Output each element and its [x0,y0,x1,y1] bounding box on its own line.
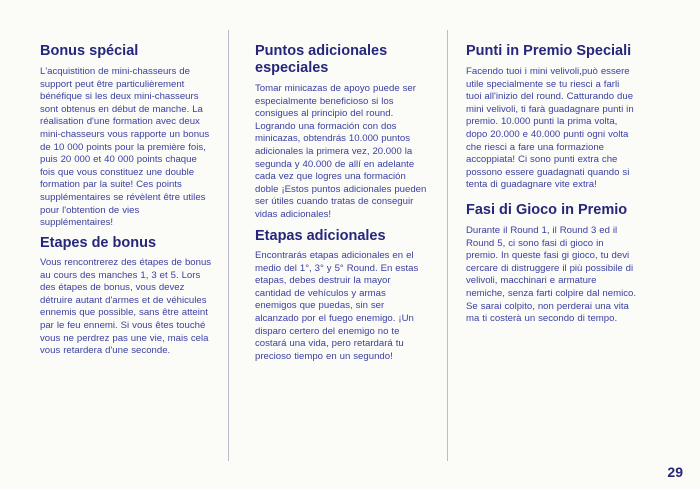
column-french-2 [40,235,226,358]
section-title-etapas-adicionales: Etapas adicionales [255,228,386,244]
column-french [40,43,226,230]
section-body-etapes-de-bonus: Vous rencontrerez des étapes de bonus au cours des manches 1, 3 et 5. Lors des étapes de bonus, vous devez détruire autant d'armes et de véhicules ennemis que possible, sans être atteint par le feu ennemi. Si vous êtes touché vous ne perdrez pas une vie, mais cela vous retardera d'une seconde. [40,257,212,357]
column-italian [466,43,666,192]
column-italian-2 [466,202,666,326]
section-title-puntos-adicionales: Puntos adicionales especiales [255,43,388,76]
column-divider-1 [228,30,229,461]
section-body-bonus-special: L'acquistition de mini-chasseurs de support peut être particulièrement bénéfique si les deux mini-chasseurs sont obtenus en début de manche. La réalisation d'une formation avec deux mini-chasseurs vous rapporte un bonus de 10 000 points pour la première fois, puis 20 000 et 40 000 points chaque fois que vous constituez une double formation par la suite! Ces points supplémentaires se révèlent être utiles pour l'obtention de vies supplémentaires! [40,66,210,229]
column-divider-2 [447,30,448,461]
section-title-punti-in-premio: Punti in Premio Speciali [466,43,632,59]
section-body-puntos-adicionales: Tomar minicazas de apoyo puede ser especialmente beneficioso si los consigues al principio del round. Logrando una formación con dos minicazas, obtendrás 10.000 puntos adicionales la primera vez, 20.000 la segunda y 40.000 de allí en adelante cada vez que logres una formación doble ¡Estos puntos adicionales pueden ser útiles cuando tratas de conseguir vidas adicionales! [255,83,427,220]
page-number: 29 [667,464,683,480]
section-body-punti-in-premio: Facendo tuoi i mini velivoli,può essere utile specialmente se tu riesci a farli tuoi all'inizio del round. Catturando due mini velivoli, ti farà guadagnare punti in premio. 10.000 punti la prima volta, dopo 20.000 e 40.000 punti ogni volta che riesci a fare una formazione accoppiata! Ci sono punti extra che possono essere guadagnati quando si tenta di guadagnare vite extra! [466,66,634,191]
column-spanish [255,43,443,222]
section-body-fasi-di-gioco: Durante il Round 1, il Round 3 ed il Round 5, ci sono fasi di gioco in premio. In queste fasi gi gioco, tu devi cercare di distruggere il più possibile di velivoli, macchinari e armature nemiche, senza farti colpire dal nemico. Se sarai colpito, non perderai una vita ma ti costerà un secondo di tempo. [466,225,637,325]
section-title-etapes-de-bonus: Etapes de bonus [40,235,157,251]
column-spanish-2 [255,228,443,363]
section-title-bonus-special: Bonus spécial [40,43,139,59]
section-body-etapas-adicionales: Encontrarás etapas adicionales en el medio del 1°, 3° y 5° Round. En estas etapas, debes destruir la mayor cantidad de vehículos y armas enemigos que puedas, sin ser alcanzado por el fuego enemigo. ¡Un disparo certero del enemigo no te costará una vida, pero retardará tu precioso tiempo en un segundo! [255,250,419,362]
section-title-fasi-di-gioco: Fasi di Gioco in Premio [466,202,628,218]
